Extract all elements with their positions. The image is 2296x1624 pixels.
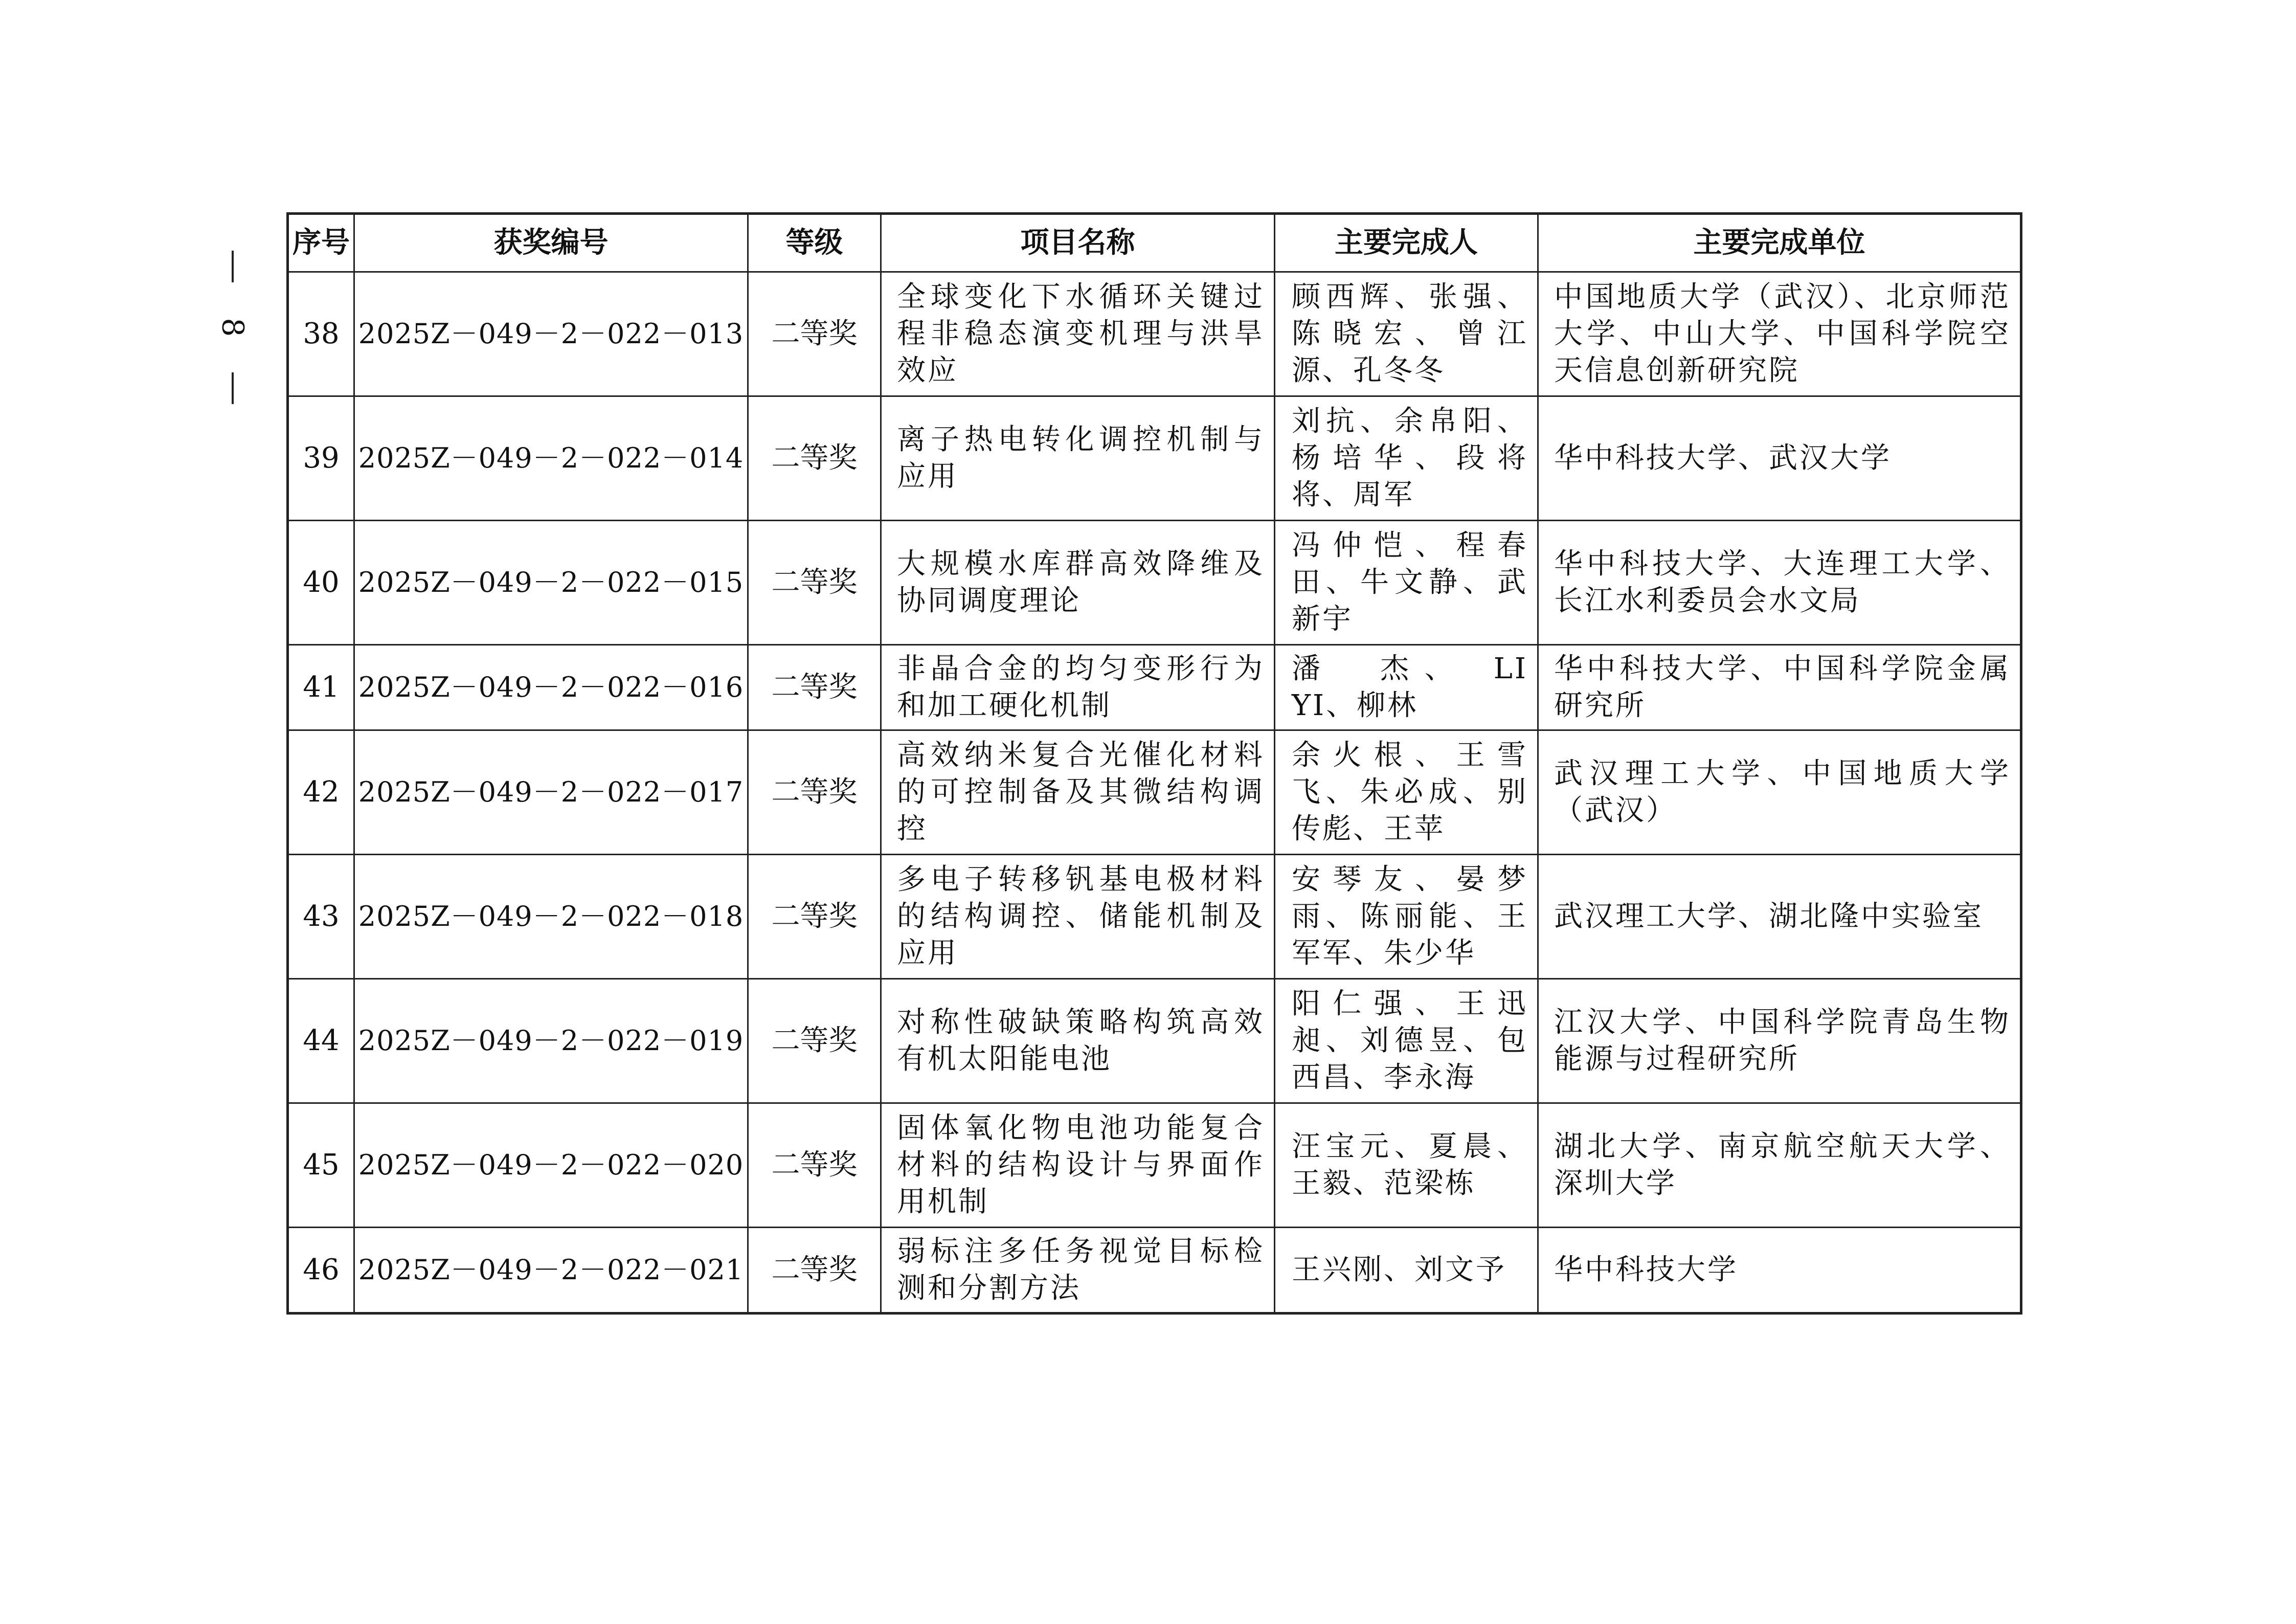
header-seq: 序号: [288, 214, 354, 272]
cell-level: 二等奖: [748, 730, 881, 855]
cell-seq: 44: [288, 979, 354, 1103]
table-row: [288, 521, 2021, 645]
cell-level: 二等奖: [748, 979, 881, 1103]
table-row: [288, 396, 2021, 521]
cell-name: 离子热电转化调控机制与应用: [881, 396, 1275, 521]
table-row: [288, 645, 2021, 730]
cell-seq: 43: [288, 855, 354, 979]
cell-seq: 45: [288, 1103, 354, 1228]
cell-org: 华中科技大学、中国科学院金属研究所: [1538, 645, 2021, 730]
cell-name: 大规模水库群高效降维及协同调度理论: [881, 521, 1275, 645]
cell-name: 非晶合金的均匀变形行为和加工硬化机制: [881, 645, 1275, 730]
cell-seq: 41: [288, 645, 354, 730]
cell-name: 对称性破缺策略构筑高效有机太阳能电池: [881, 979, 1275, 1103]
cell-people: 王兴刚、刘文予: [1275, 1228, 1538, 1314]
cell-code: 2025Z－049－2－022－019: [354, 979, 748, 1103]
cell-code: 2025Z－049－2－022－018: [354, 855, 748, 979]
table-row: [288, 272, 2021, 396]
cell-code: 2025Z－049－2－022－021: [354, 1228, 748, 1314]
cell-level: 二等奖: [748, 521, 881, 645]
header-name: 项目名称: [881, 214, 1275, 272]
cell-code: 2025Z－049－2－022－017: [354, 730, 748, 855]
page-number-value: 8: [215, 318, 250, 337]
cell-code: 2025Z－049－2－022－015: [354, 521, 748, 645]
table-header-row: [288, 214, 2021, 272]
page-number-dash-bottom: [232, 372, 234, 404]
cell-name: 高效纳米复合光催化材料的可控制备及其微结构调控: [881, 730, 1275, 855]
cell-org: 华中科技大学、大连理工大学、长江水利委员会水文局: [1538, 521, 2021, 645]
cell-level: 二等奖: [748, 645, 881, 730]
cell-seq: 42: [288, 730, 354, 855]
cell-seq: 40: [288, 521, 354, 645]
table-row: [288, 1228, 2021, 1314]
cell-level: 二等奖: [748, 1103, 881, 1228]
cell-people: 安琴友、晏梦雨、陈丽能、王军军、朱少华: [1275, 855, 1538, 979]
cell-people: 冯仲恺、程春田、牛文静、武新宇: [1275, 521, 1538, 645]
cell-org: 华中科技大学、武汉大学: [1538, 396, 2021, 521]
cell-seq: 38: [288, 272, 354, 396]
table-row: [288, 979, 2021, 1103]
cell-name: 弱标注多任务视觉目标检测和分割方法: [881, 1228, 1275, 1314]
cell-code: 2025Z－049－2－022－013: [354, 272, 748, 396]
cell-level: 二等奖: [748, 1228, 881, 1314]
cell-level: 二等奖: [748, 855, 881, 979]
header-code: 获奖编号: [354, 214, 748, 272]
cell-org: 华中科技大学: [1538, 1228, 2021, 1314]
table-row: [288, 730, 2021, 855]
cell-seq: 46: [288, 1228, 354, 1314]
page-number: [207, 251, 258, 404]
cell-level: 二等奖: [748, 272, 881, 396]
cell-people: 余火根、王雪飞、朱必成、别传彪、王苹: [1275, 730, 1538, 855]
table-row: [288, 1103, 2021, 1228]
cell-code: 2025Z－049－2－022－016: [354, 645, 748, 730]
cell-people: 顾西辉、张强、陈晓宏、曾江源、孔冬冬: [1275, 272, 1538, 396]
header-org: 主要完成单位: [1538, 214, 2021, 272]
header-level: 等级: [748, 214, 881, 272]
cell-people: 潘 杰、 LI YI、柳林: [1275, 645, 1538, 730]
cell-people: 汪宝元、夏晨、王毅、范梁栋: [1275, 1103, 1538, 1228]
cell-level: 二等奖: [748, 396, 881, 521]
page-number-dash-top: [232, 251, 234, 282]
cell-name: 固体氧化物电池功能复合材料的结构设计与界面作用机制: [881, 1103, 1275, 1228]
table-row: [288, 855, 2021, 979]
awards-table: [286, 212, 2022, 1315]
cell-code: 2025Z－049－2－022－014: [354, 396, 748, 521]
cell-name: 多电子转移钒基电极材料的结构调控、储能机制及应用: [881, 855, 1275, 979]
cell-org: 江汉大学、中国科学院青岛生物能源与过程研究所: [1538, 979, 2021, 1103]
cell-people: 刘抗、余帛阳、杨培华、段将将、周军: [1275, 396, 1538, 521]
cell-code: 2025Z－049－2－022－020: [354, 1103, 748, 1228]
cell-name: 全球变化下水循环关键过程非稳态演变机理与洪旱效应: [881, 272, 1275, 396]
cell-org: 中国地质大学（武汉）、北京师范大学、中山大学、中国科学院空天信息创新研究院: [1538, 272, 2021, 396]
cell-org: 武汉理工大学、湖北隆中实验室: [1538, 855, 2021, 979]
cell-people: 阳仁强、王迅昶、刘德昱、包西昌、李永海: [1275, 979, 1538, 1103]
cell-seq: 39: [288, 396, 354, 521]
header-people: 主要完成人: [1275, 214, 1538, 272]
cell-org: 湖北大学、南京航空航天大学、深圳大学: [1538, 1103, 2021, 1228]
cell-org: 武汉理工大学、中国地质大学（武汉）: [1538, 730, 2021, 855]
